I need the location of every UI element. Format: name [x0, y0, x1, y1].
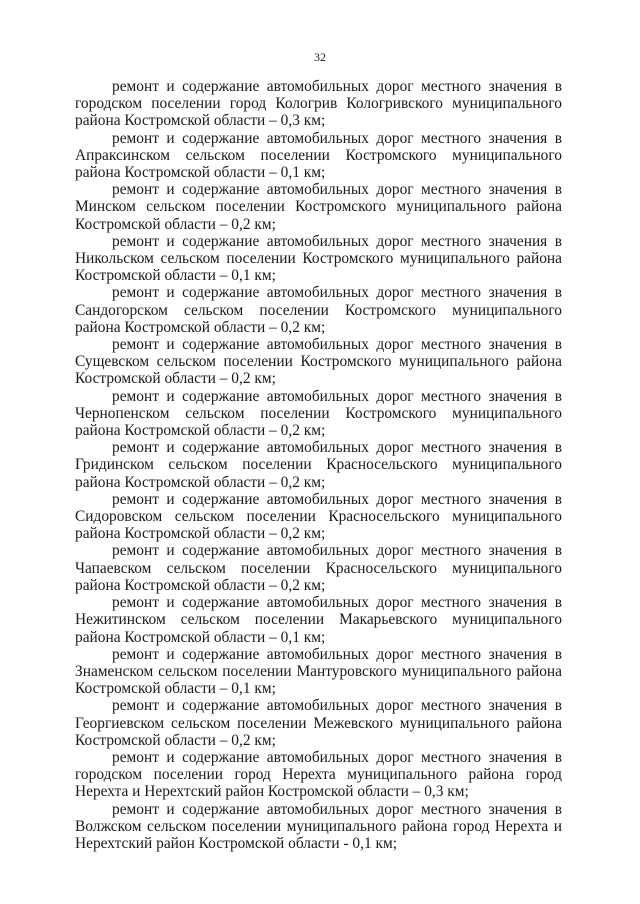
list-item: ремонт и содержание автомобильных дорог местного значения в городском поселении город Нерехта муниципального района город Нерехта и Нерехтский район Костромской области – 0,3 км;: [75, 748, 562, 801]
list-item: ремонт и содержание автомобильных дорог местного значения в Апраксинском сельском поселении Костромского муниципального района Костромской области – 0,1 км;: [75, 129, 562, 182]
list-item: ремонт и содержание автомобильных дорог местного значения в Сандогорском сельском поселении Костромского муниципального района Костромской области – 0,2 км;: [75, 284, 562, 336]
list-item: ремонт и содержание автомобильных дорог местного значения в Гридинском сельском поселении Красносельского муниципального района Костромской области – 0,2 км;: [75, 439, 562, 491]
list-item: ремонт и содержание автомобильных дорог местного значения в Чапаевском сельском поселении Красносельского муниципального района Костромской области – 0,2 км;: [75, 542, 562, 594]
list-item: ремонт и содержание автомобильных дорог местного значения в Знаменском сельском поселении Мантуровского муниципального района Костромской области – 0,1 км;: [75, 645, 562, 698]
page-number: 32: [314, 50, 326, 64]
list-item: ремонт и содержание автомобильных дорог местного значения в Георгиевском сельском поселении Межевского муниципального района Костромской области – 0,2 км;: [75, 697, 562, 749]
list-item: ремонт и содержание автомобильных дорог местного значения в Чернопенском сельском поселении Костромского муниципального района Костромской области – 0,2 км;: [75, 387, 562, 440]
list-item: ремонт и содержание автомобильных дорог местного значения в Нежитинском сельском поселении Макарьевского муниципального района Костромской области – 0,1 км;: [75, 594, 562, 646]
list-item: ремонт и содержание автомобильных дорог местного значения в Сущевском сельском поселении Костромского муниципального района Костромской области – 0,2 км;: [75, 336, 562, 388]
document-body: [75, 78, 562, 852]
list-item: ремонт и содержание автомобильных дорог местного значения в Никольском сельском поселении Костромского муниципального района Костромской области – 0,1 км;: [75, 232, 562, 285]
list-item: ремонт и содержание автомобильных дорог местного значения в Минском сельском поселении Костромского муниципального района Костромской области – 0,2 км;: [75, 181, 562, 233]
list-item: ремонт и содержание автомобильных дорог местного значения в Сидоровском сельском поселении Красносельского муниципального района Костромской области – 0,2 км;: [75, 490, 562, 543]
list-item: ремонт и содержание автомобильных дорог местного значения в городском поселении город Кологрив Кологривского муниципального района Костромской области – 0,3 км;: [75, 78, 562, 130]
list-item: ремонт и содержание автомобильных дорог местного значения в Волжском сельском поселении муниципального района город Нерехта и Нерехтский район Костромской области - 0,1 км;: [75, 800, 562, 852]
